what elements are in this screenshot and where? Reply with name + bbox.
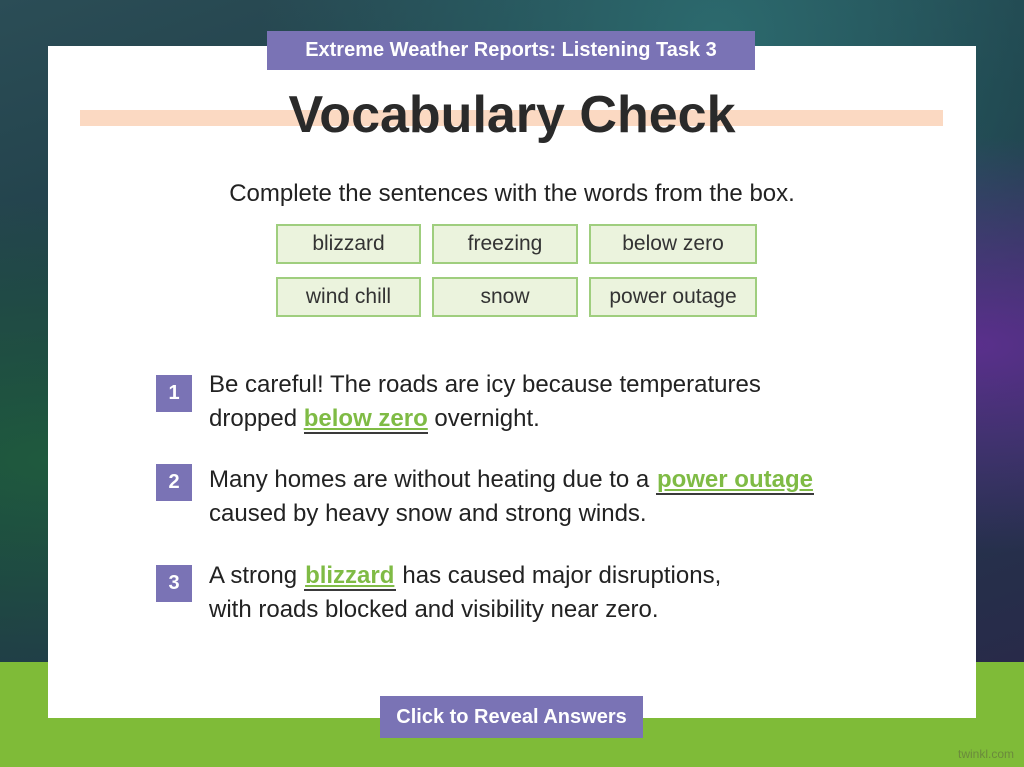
sentence-1-line-2: dropped below zero overnight. bbox=[209, 405, 540, 432]
word-box-item: power outage bbox=[589, 277, 757, 317]
sentence-3-line-2: with roads blocked and visibility near zero. bbox=[209, 596, 659, 623]
answer-2: power outage bbox=[656, 466, 813, 493]
question-number-3: 3 bbox=[156, 565, 192, 602]
word-box-item: freezing bbox=[432, 224, 578, 264]
sentence-1-line-1: Be careful! The roads are icy because temperatures bbox=[209, 371, 761, 398]
reveal-answers-button[interactable]: Click to Reveal Answers bbox=[380, 696, 643, 738]
answer-blank-2 bbox=[656, 467, 814, 495]
sentence-2 bbox=[209, 463, 814, 531]
question-number-1: 1 bbox=[156, 375, 192, 412]
word-box-item: blizzard bbox=[276, 224, 421, 264]
sentence-2-line-1: Many homes are without heating due to a power outage bbox=[209, 466, 813, 493]
lesson-tab-label: Extreme Weather Reports: Listening Task 3 bbox=[267, 31, 755, 70]
answer-3: blizzard bbox=[305, 562, 395, 589]
sentence-2-line-2: caused by heavy snow and strong winds. bbox=[209, 500, 647, 527]
answer-1: below zero bbox=[303, 405, 428, 432]
word-box-item: snow bbox=[432, 277, 578, 317]
sentence-3-line-1: A strong blizzard has caused major disruptions, bbox=[209, 562, 722, 589]
word-box-item: below zero bbox=[589, 224, 757, 264]
answer-blank-3 bbox=[304, 563, 396, 591]
twinkl-logo: twinkl.com bbox=[957, 747, 1014, 761]
word-box-item: wind chill bbox=[276, 277, 421, 317]
sentence-3 bbox=[209, 559, 721, 627]
instruction-text: Complete the sentences with the words from the box. bbox=[229, 180, 795, 207]
page-title: Vocabulary Check bbox=[288, 86, 736, 144]
sentence-1 bbox=[209, 368, 761, 436]
question-number-2: 2 bbox=[156, 464, 192, 501]
answer-blank-1 bbox=[304, 406, 428, 434]
